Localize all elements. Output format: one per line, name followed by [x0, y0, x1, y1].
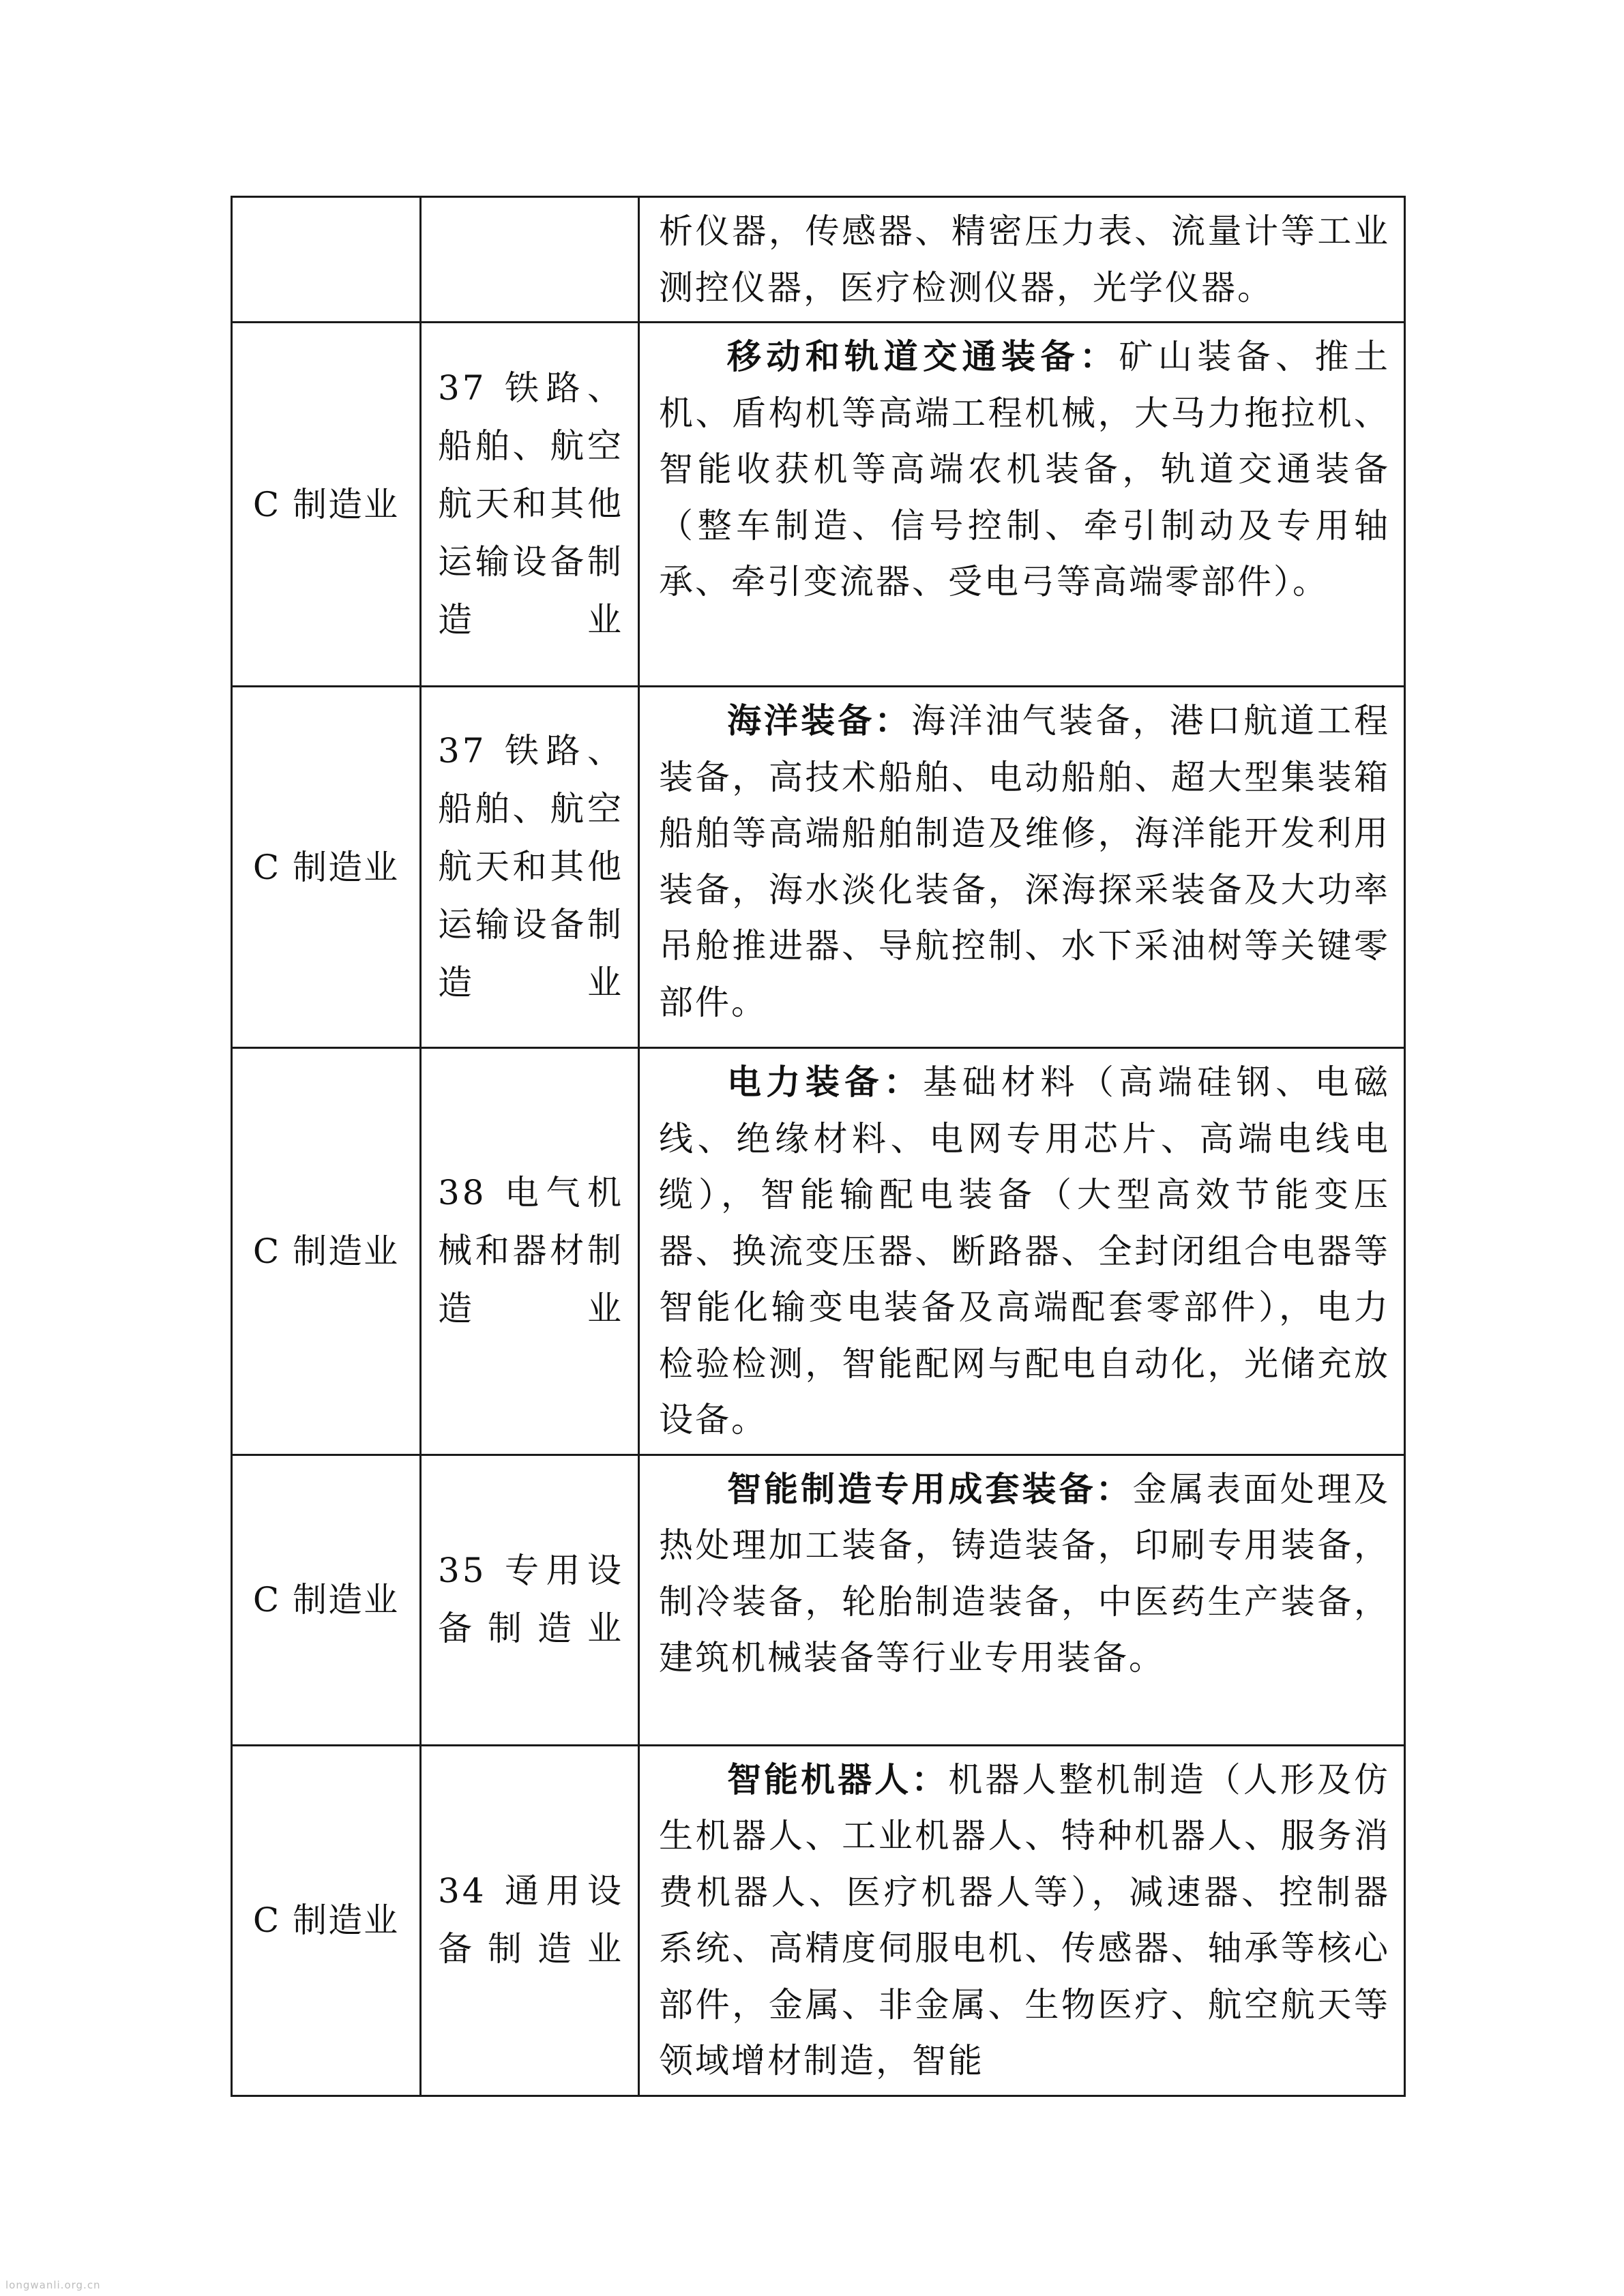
industry-cell: 34 通用设备制造业 [421, 1745, 639, 2096]
content-cell [639, 1048, 1405, 1455]
industry-cell [421, 197, 639, 323]
table-row [232, 1048, 1405, 1455]
sector-cell [232, 197, 421, 323]
content-cell [639, 323, 1405, 687]
content-lead: 智能机器人： [727, 1759, 949, 1800]
content-cell [639, 687, 1405, 1048]
content-text: 析仪器，传感器、精密压力表、流量计等工业测控仪器，医疗检测仪器，光学仪器。 [659, 211, 1390, 308]
content-lead: 海洋装备： [727, 700, 912, 741]
content-text: 矿山装备、推土机、盾构机等高端工程机械，大马力拖拉机、智能收获机等高端农机装备，轨道交通装备（整车制造、信号控制、牵引制动及专用轴承、牵引变流器、受电弓等高端零部件）。 [659, 337, 1390, 601]
industry-table [231, 196, 1406, 2097]
industry-cell: 38 电气机械和器材制造业 [421, 1048, 639, 1455]
sector-cell: C 制造业 [232, 1745, 421, 2096]
industry-cell: 37 铁路、船舶、航空航天和其他运输设备制造业 [421, 323, 639, 687]
content-cell [639, 197, 1405, 323]
sector-cell: C 制造业 [232, 1048, 421, 1455]
content-lead: 电力装备： [727, 1062, 924, 1102]
content-text: 机器人整机制造（人形及仿生机器人、工业机器人、特种机器人、服务消费机器人、医疗机器人等），减速器、控制器系统、高精度伺服电机、传感器、轴承等核心部件，金属、非金属、生物医疗、航空航天等领域增材制造，智能 [659, 1759, 1391, 2081]
table-row [232, 687, 1405, 1048]
content-text: 金属表面处理及热处理加工装备，铸造装备，印刷专用装备，制冷装备，轮胎制造装备，中医药生产装备，建筑机械装备等行业专用装备。 [659, 1469, 1391, 1678]
site-watermark: longwanli.org.cn [5, 2279, 101, 2291]
content-cell [639, 1745, 1405, 2096]
content-cell [639, 1455, 1405, 1745]
content-text: 基础材料（高端硅钢、电磁线、绝缘材料、电网专用芯片、高端电线电缆），智能输配电装备（大型高效节能变压器、换流变压器、断路器、全封闭组合电器等智能化输变电装备及高端配套零部件），电力检验检测，智能配网与配电自动化，光储充放设备。 [659, 1062, 1390, 1440]
table-row [232, 1455, 1405, 1745]
industry-cell: 35 专用设备制造业 [421, 1455, 639, 1745]
industry-cell: 37 铁路、船舶、航空航天和其他运输设备制造业 [421, 687, 639, 1048]
sector-cell: C 制造业 [232, 323, 421, 687]
table-row [232, 197, 1405, 323]
sector-cell: C 制造业 [232, 687, 421, 1048]
content-lead: 移动和轨道交通装备： [727, 336, 1119, 376]
table-row [232, 1745, 1405, 2096]
content-text: 海洋油气装备，港口航道工程装备，高技术船舶、电动船舶、超大型集装箱船舶等高端船舶制造及维修，海洋能开发利用装备，海水淡化装备，深海探采装备及大功率吊舱推进器、导航控制、水下采油树等关键零部件。 [659, 701, 1391, 1022]
table-row [232, 323, 1405, 687]
sector-cell: C 制造业 [232, 1455, 421, 1745]
content-lead: 智能制造专用成套装备： [727, 1468, 1133, 1509]
